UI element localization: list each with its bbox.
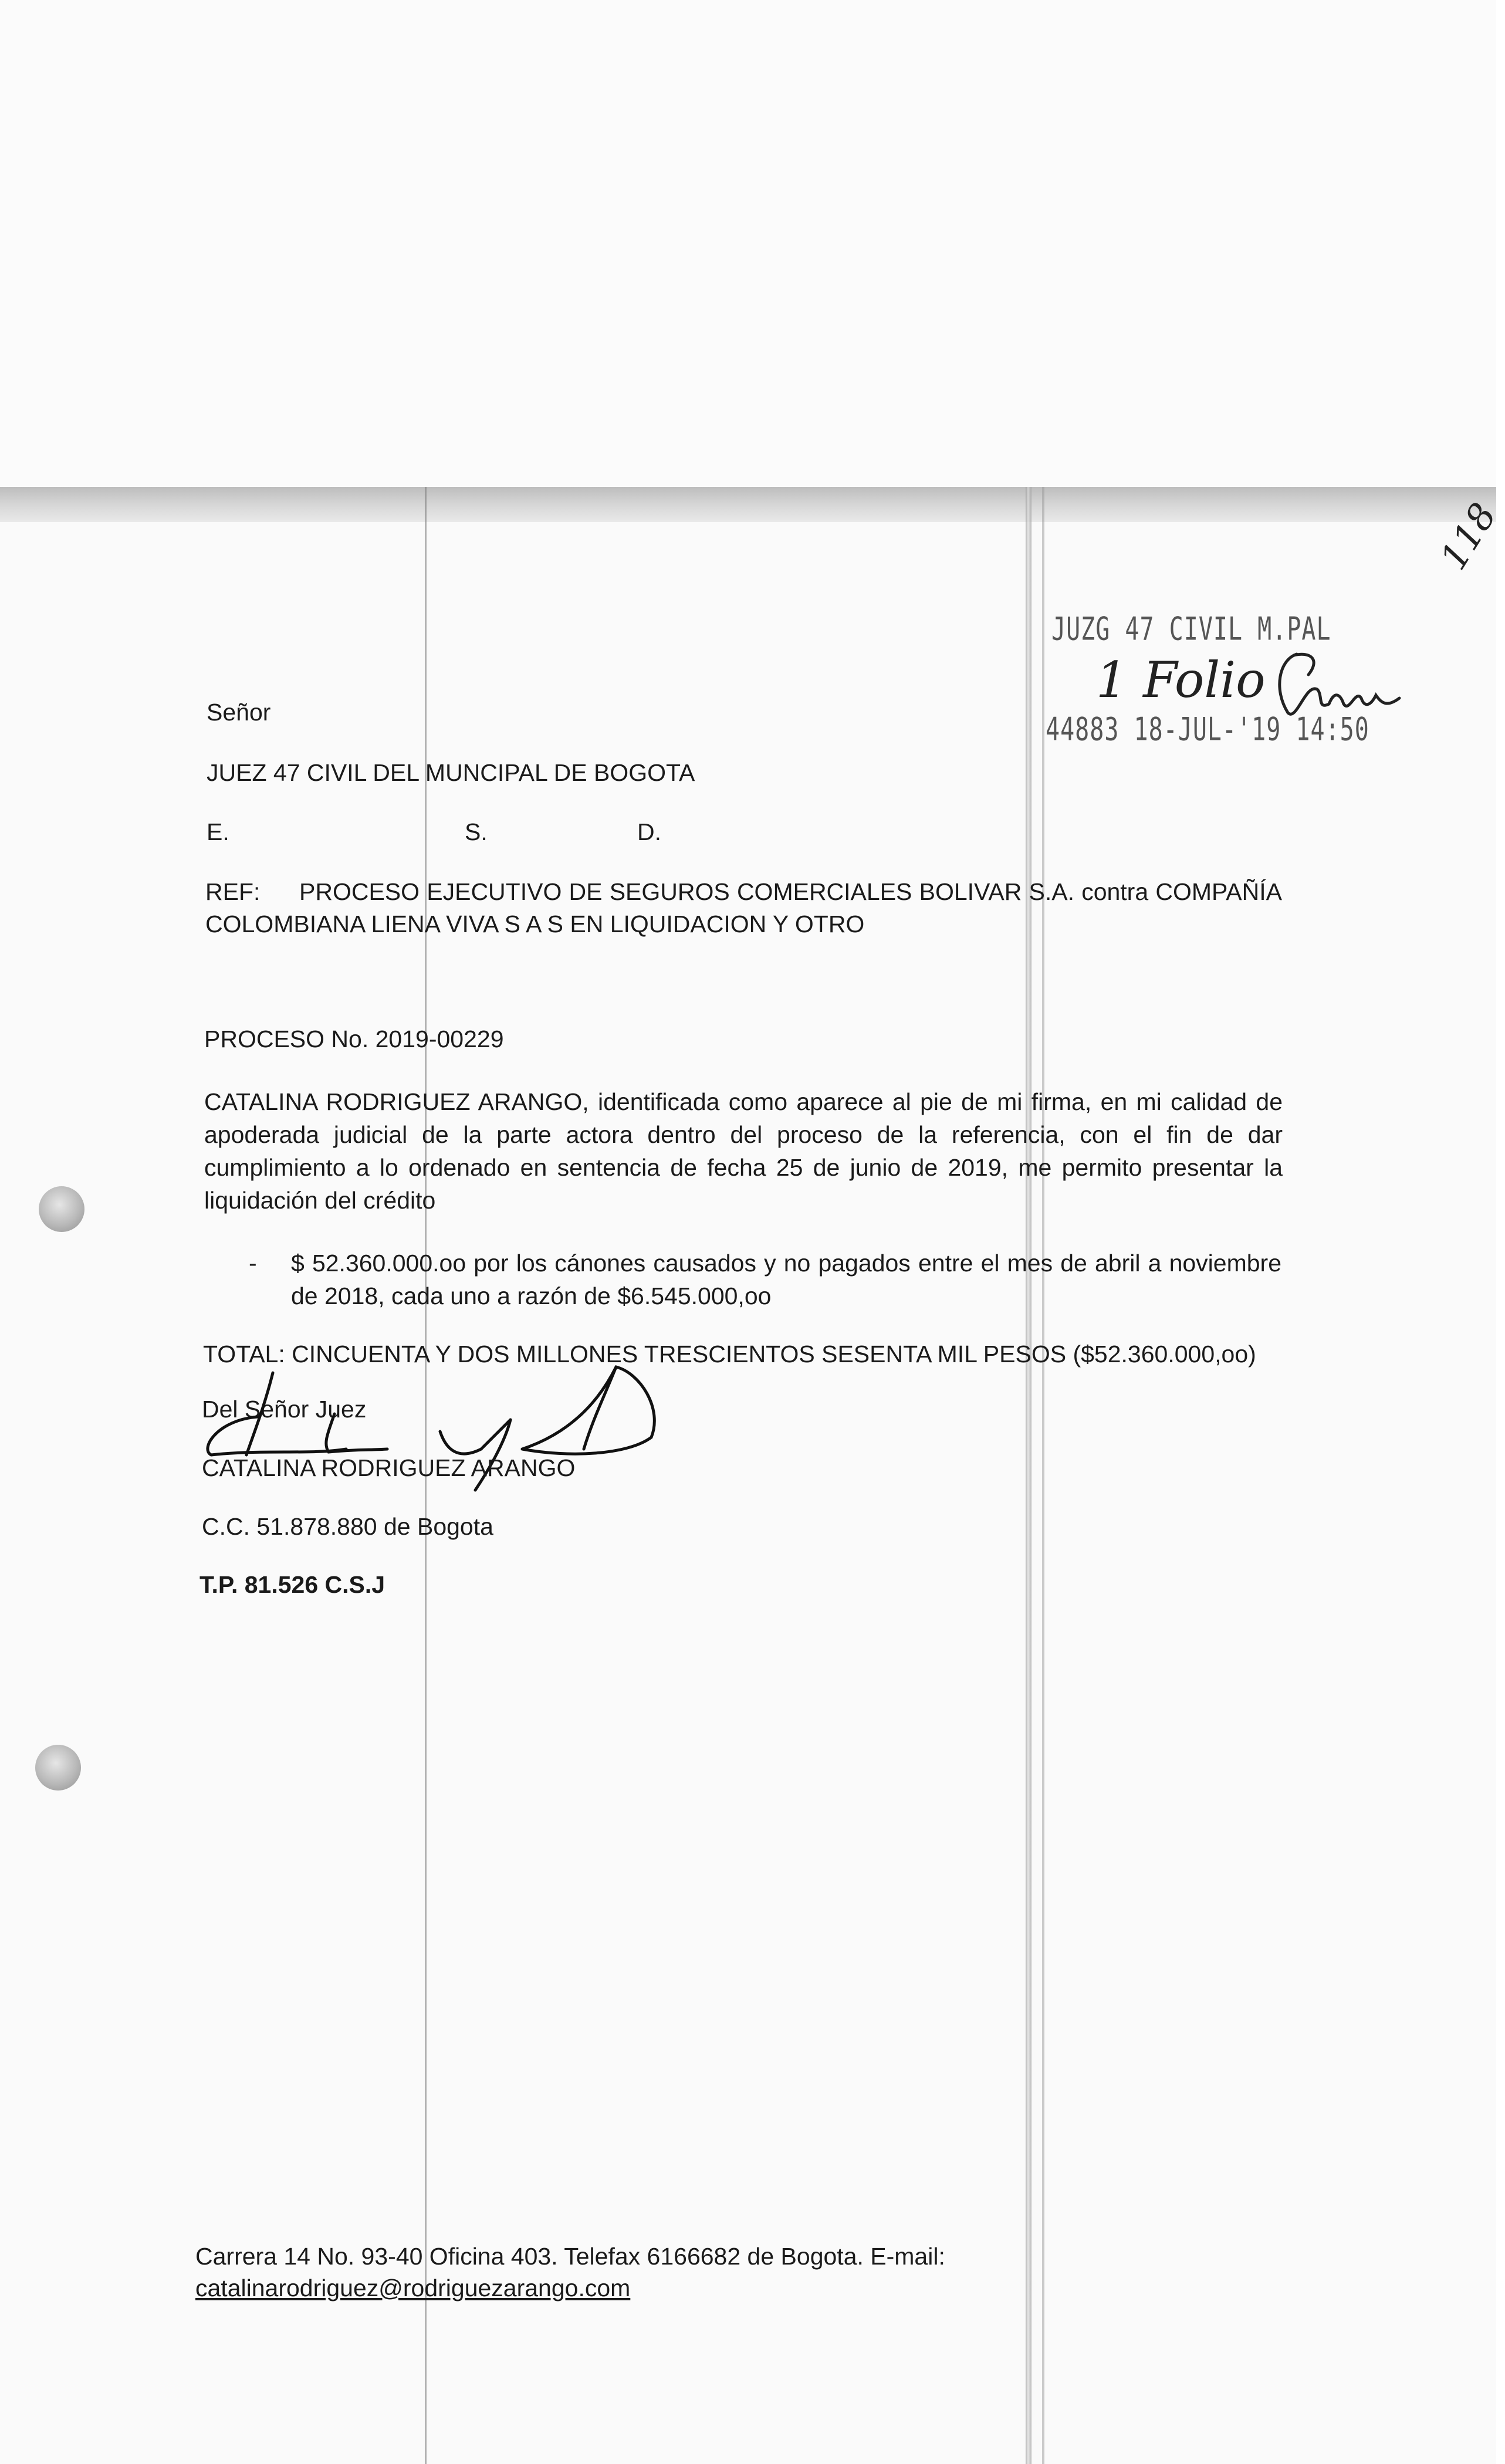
blank-page-top xyxy=(0,0,1496,487)
received-stamp: 44883 18-JUL-'19 14:50 xyxy=(1046,712,1369,749)
handwritten-folio: 1 Folio xyxy=(1096,651,1266,709)
scan-edge xyxy=(0,487,1496,522)
footer-address: Carrera 14 No. 93-40 Oficina 403. Telefax 6166682 de Bogota. E-mail: xyxy=(195,2243,945,2270)
esd-d: D. xyxy=(637,818,661,845)
footer-email-link[interactable]: catalinarodriguez@rodriguezarango.com xyxy=(195,2275,631,2301)
esd-s: S. xyxy=(465,818,488,845)
ref-label: REF: xyxy=(205,878,261,905)
signer-name: CATALINA RODRIGUEZ ARANGO xyxy=(202,1454,576,1481)
judge-name: JUEZ 47 CIVIL DEL MUNCIPAL DE BOGOTA xyxy=(207,759,695,786)
total-line: TOTAL: CINCUENTA Y DOS MILLONES TRESCIENTOS SESENTA MIL PESOS ($52.360.000,oo) xyxy=(203,1341,1256,1368)
signer-id: C.C. 51.878.880 de Bogota xyxy=(202,1513,493,1540)
item-text: $ 52.360.000.oo por los cánones causados y no pagados entre el mes de abril a noviembre de 2018, cada uno a razón de $6.545.000,oo xyxy=(291,1250,1281,1309)
body-paragraph: CATALINA RODRIGUEZ ARANGO, identificada como aparece al pie de mi firma, en mi calidad de apoderada judicial de la parte actora dentro del proceso de la referencia, con el fin de dar cumplimiento a lo ordenado en sentencia de fecha 25 de junio de 2019, me permito presentar la liquidación del crédito xyxy=(204,1088,1283,1214)
signer-tp: T.P. 81.526 C.S.J xyxy=(199,1571,385,1598)
item-bullet: - xyxy=(249,1250,257,1277)
esd-e: E. xyxy=(207,818,229,845)
ref-line-2: COLOMBIANA LIENA VIVA S A S EN LIQUIDACION Y OTRO xyxy=(205,911,865,937)
punch-hole-upper xyxy=(39,1186,84,1232)
folio-number: 118 xyxy=(1432,495,1505,577)
process-number: PROCESO No. 2019-00229 xyxy=(204,1025,504,1052)
salutation: Señor xyxy=(207,699,271,726)
ref-line-1: PROCESO EJECUTIVO DE SEGUROS COMERCIALES BOLIVAR S.A. contra COMPAÑÍA xyxy=(299,878,1282,905)
court-stamp: JUZG 47 CIVIL M.PAL xyxy=(1051,611,1331,648)
fold-line-shadow xyxy=(1042,487,1044,2464)
punch-hole-lower xyxy=(35,1745,81,1791)
closing: Del Señor Juez xyxy=(202,1396,367,1423)
fold-line-right xyxy=(1026,487,1031,2464)
